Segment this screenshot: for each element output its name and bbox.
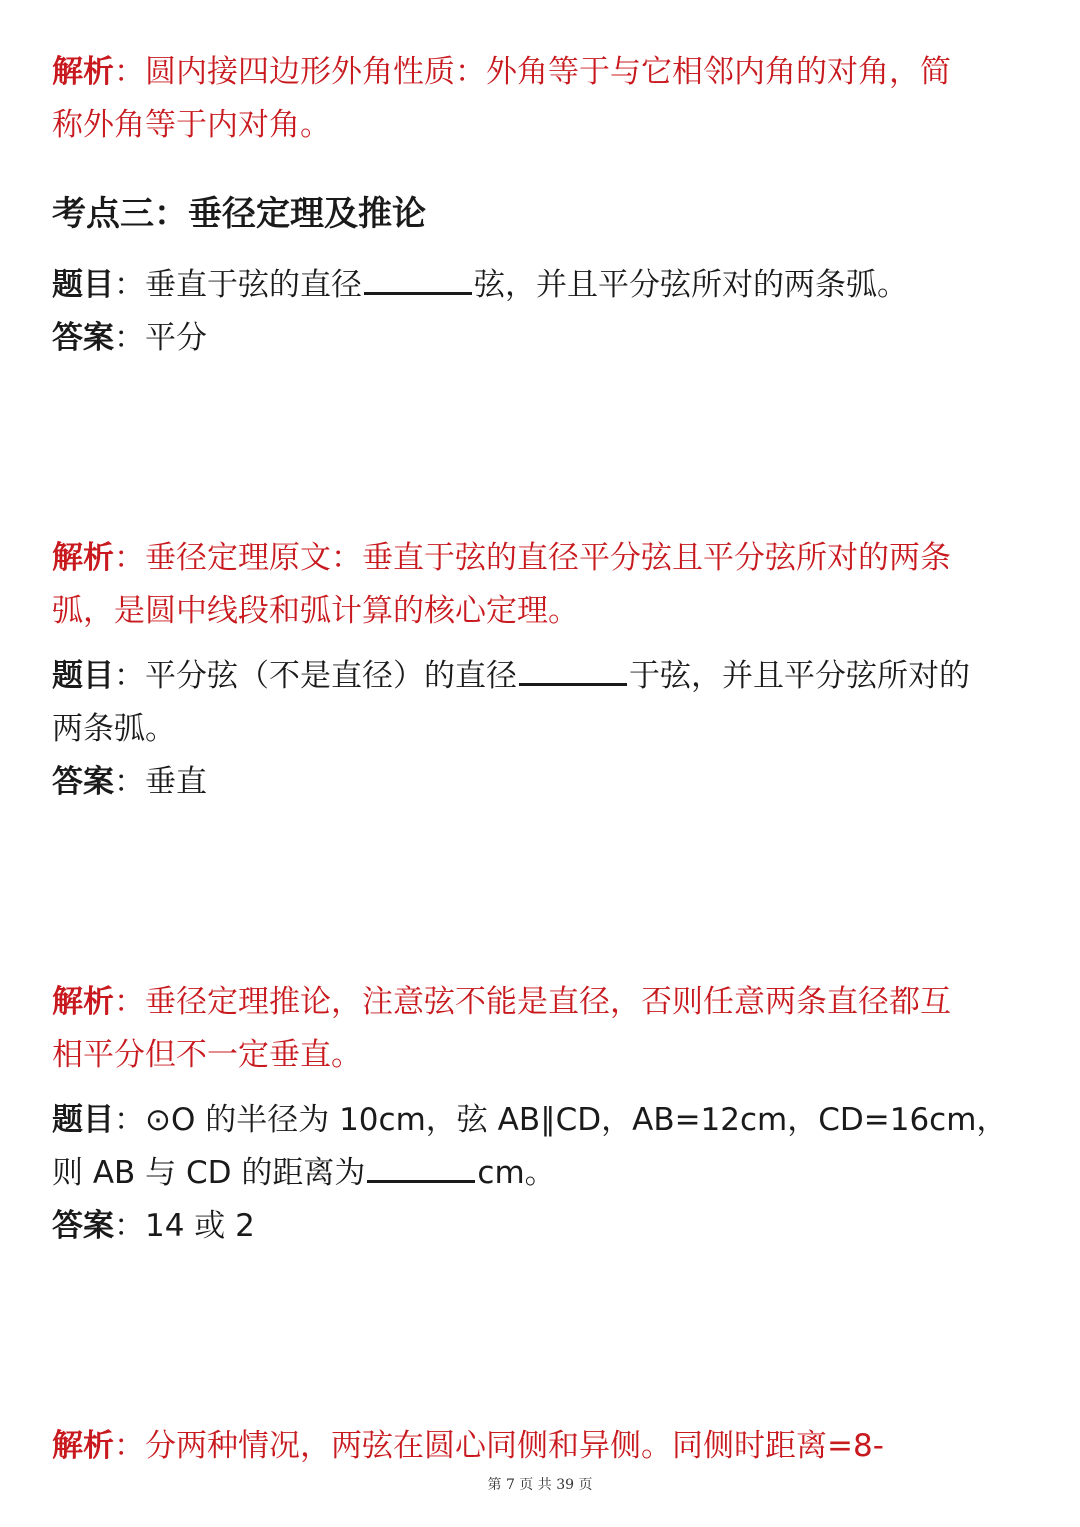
colon: ： [114, 1208, 145, 1244]
section-heading: 考点三：垂径定理及推论 [52, 194, 426, 234]
analysis-text: 分两种情况，两弦在圆心同侧和异侧。同侧时距离=8- [145, 1428, 884, 1464]
question-text: 于弦，并且平分弦所对的 [629, 658, 970, 694]
colon: ： [114, 764, 145, 800]
analysis-text: 弧，是圆中线段和弧计算的核心定理。 [52, 593, 579, 629]
question-label: 题目 [52, 1102, 114, 1138]
answer-3 [52, 1206, 1020, 1246]
analysis-text: 圆内接四边形外角性质：外角等于与它相邻内角的对角，简 [145, 54, 951, 90]
page-number: 第 7 页 共 39 页 [487, 1477, 593, 1493]
question-text: 两条弧。 [52, 711, 176, 747]
answer-2 [52, 762, 1020, 802]
analysis-2-line-1 [52, 538, 1020, 578]
colon: ： [114, 1428, 145, 1464]
question-2-line-1 [52, 656, 1020, 696]
question-text: 弦，并且平分弦所对的两条弧。 [474, 267, 908, 303]
question-text: 平分弦（不是直径）的直径 [145, 658, 517, 694]
analysis-block-1-line-2 [52, 105, 1020, 145]
question-3-line-1 [52, 1100, 1020, 1140]
answer-text: 垂直 [145, 764, 207, 800]
analysis-3-line-1 [52, 982, 1020, 1022]
answer-label: 答案 [52, 764, 114, 800]
analysis-label: 解析 [52, 1428, 114, 1464]
question-text: 垂直于弦的直径 [145, 267, 362, 303]
answer-label: 答案 [52, 1208, 114, 1244]
analysis-3-line-2 [52, 1035, 1020, 1075]
colon: ： [114, 320, 145, 356]
question-text: ⊙O 的半径为 10cm，弦 AB∥CD，AB=12cm，CD=16cm， [145, 1102, 1008, 1138]
analysis-text: 垂径定理原文：垂直于弦的直径平分弦且平分弦所对的两条 [145, 540, 951, 576]
question-text: 则 AB 与 CD 的距离为 [52, 1155, 366, 1191]
answer-text: 平分 [145, 320, 207, 356]
answer-label: 答案 [52, 320, 114, 356]
analysis-label: 解析 [52, 54, 114, 90]
colon: ： [114, 984, 145, 1020]
colon: ： [114, 54, 145, 90]
colon: ： [114, 267, 145, 303]
question-1 [52, 265, 1020, 305]
colon: ： [114, 658, 145, 694]
question-text: cm。 [477, 1155, 556, 1191]
answer-text: 14 或 2 [145, 1208, 255, 1244]
question-2-line-2 [52, 709, 1020, 749]
colon: ： [114, 540, 145, 576]
analysis-label: 解析 [52, 540, 114, 576]
analysis-text: 相平分但不一定垂直。 [52, 1037, 362, 1073]
answer-blank [364, 266, 472, 295]
answer-blank [519, 657, 627, 686]
answer-blank [367, 1154, 475, 1183]
analysis-block-1-line-1 [52, 52, 1020, 92]
question-3-line-2 [52, 1153, 1020, 1193]
analysis-4-line-1 [52, 1426, 1020, 1466]
analysis-text: 称外角等于内对角。 [52, 107, 331, 143]
question-label: 题目 [52, 267, 114, 303]
analysis-2-line-2 [52, 591, 1020, 631]
question-label: 题目 [52, 658, 114, 694]
answer-1 [52, 318, 1020, 358]
analysis-label: 解析 [52, 984, 114, 1020]
colon: ： [114, 1102, 145, 1138]
analysis-text: 垂径定理推论，注意弦不能是直径，否则任意两条直径都互 [145, 984, 951, 1020]
